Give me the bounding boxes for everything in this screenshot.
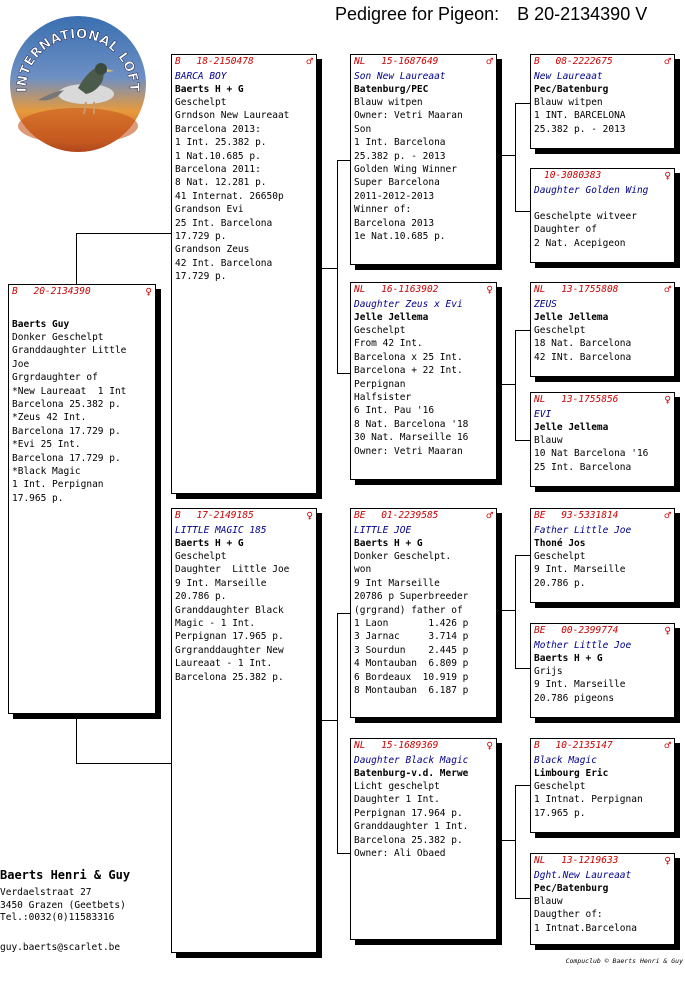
pigeon-card [530,623,675,718]
owner-block [0,868,130,925]
country-code: NL [534,394,546,405]
card-line: 20786 p Superbreeder [354,591,469,603]
card-header [534,740,671,752]
breeder-name: Limbourg Eric [534,768,609,779]
card-line: Grndson New Laureaat [175,110,290,122]
ring-number: 18-2150478 [196,56,254,67]
pigeon-card [171,508,317,953]
ring-number: 08-2222675 [555,56,613,67]
card-line: Grijs [534,666,563,677]
female-icon: ♀ [664,624,671,637]
card-line: Geschelpt [175,97,227,108]
ring-info [534,740,613,752]
country-code: NL [534,855,546,866]
card-line: Joe [12,358,30,370]
ring-number: 93-5331814 [561,510,619,521]
connector-line [497,610,516,611]
card-line: 6 Int. Pau '16 [354,405,435,417]
ring-number: 00-2399774 [561,625,619,636]
owner-phone: Tel.:0032(0)11583316 [0,912,115,923]
card-line: Barcelona 25.382 p. [175,671,284,683]
card-line: Magic - 1 Int. [175,618,256,630]
ring-number: 16-1163902 [381,284,439,295]
card-line: Super Barcelona [354,177,440,189]
connector-line [337,613,350,614]
card-line: 17.729 p. [175,271,227,283]
card-line: Grandson Zeus [175,244,250,256]
card-line: Blauw [534,896,563,907]
card-line: Donker Geschelpt [12,332,104,343]
card-line: Barcelona 2011: [175,164,261,176]
country-code: BE [534,625,546,636]
connector-line [515,668,530,669]
pigeon-name: Daughter Zeus x Evi [354,299,463,310]
card-line: 17.965 p. [12,492,64,504]
ring-info [354,740,438,752]
owner-name: Baerts Henri & Guy [0,868,131,882]
card-line: Owner: Vetri Maaran [354,445,463,457]
owner-email: guy.baerts@scarlet.be [0,942,121,953]
pigeon-card [530,168,675,263]
card-line: *New Laureaat 1 Int [12,385,127,397]
ring-number: 01-2239585 [381,510,439,521]
connector-line [337,853,350,854]
title-label: Pedigree for Pigeon: [335,4,500,24]
connector-line [337,373,350,374]
card-header [534,625,671,637]
pigeon-card [530,282,675,377]
card-line: Perpignan 17.965 p. [175,631,284,643]
ring-info [354,56,438,68]
pigeon-name: EVI [534,409,552,420]
breeder-name: Baerts H + G [534,653,603,664]
card-line: won [354,564,372,576]
card-line: 9 Int. Marseille [534,564,626,576]
card-line: Granddaughter 1 Int. [354,821,469,833]
card-line: 9 Int. Marseille [175,577,267,589]
card-line: Barcelona 2013 [354,217,435,229]
card-header [534,170,671,182]
owner-street: Verdaelstraat 27 [0,887,92,898]
pigeon-name: Mother Little Joe [534,640,632,651]
connector-line [497,840,516,841]
ring-info [354,510,438,522]
card-line: 3 Sourdun 2.445 p [354,644,469,656]
connector-line [337,160,350,161]
pigeon-card [350,738,497,940]
card-line: 1 Intnat.Barcelona [534,922,637,934]
card-line: Daugther of: [534,909,603,921]
pigeon-card [350,282,497,480]
card-header [534,855,671,867]
female-icon: ♀ [145,285,152,298]
card-line: 20.786 p. [175,591,227,603]
breeder-name: Batenburg/PEC [354,84,429,95]
connector-line [515,898,530,899]
card-header [354,284,493,296]
card-line: (grgrand) father of [354,604,463,616]
ring-number: 10-2135147 [555,740,613,751]
breeder-name: Pec/Batenburg [534,84,609,95]
card-line: 25.382 p. - 2013 [354,150,446,162]
country-code: NL [354,740,366,751]
ring-info [534,284,618,296]
pigeon-card [171,54,317,494]
pigeon-name: Daughter Golden Wing [534,185,649,196]
connector-line [515,103,530,104]
card-line: Perpignan 17.964 p. [354,807,463,819]
breeder-name: Thoné Jos [534,538,586,549]
breeder-name: Jelle Jellema [534,312,609,323]
card-line: Donker Geschelpt. [354,551,452,562]
male-icon: ♂ [486,55,493,68]
pigeon-card [530,508,675,603]
male-icon: ♂ [664,509,671,522]
ring-number: 13-1755808 [561,284,619,295]
card-line: Barcelona + 22 Int. [354,365,463,377]
connector-line [497,384,516,385]
card-header [354,510,493,522]
connector-line [515,211,530,212]
card-line: Granddaughter Black [175,604,284,616]
ring-number: 15-1687649 [381,56,439,67]
female-icon: ♀ [664,393,671,406]
ring-info [12,286,91,298]
ring-info [534,394,618,406]
card-line: Blauw [534,435,563,446]
loft-logo [8,14,148,154]
card-line: 20.786 p. [534,577,586,589]
ring-info [175,510,254,522]
breeder-name: Baerts H + G [175,84,244,95]
card-line: Grgranddaughter New [175,644,284,656]
card-line: Owner: Ali Obaed [354,848,446,860]
connector-line [337,160,338,373]
ring-info [534,625,618,637]
connector-line [337,613,338,853]
card-line: Blauw witpen [534,97,603,108]
breeder-name: Pec/Batenburg [534,883,609,894]
ring-number: 15-1689369 [381,740,439,751]
male-icon: ♂ [306,55,313,68]
ring-info [354,284,438,296]
card-line: Perpignan [354,378,406,390]
male-icon: ♂ [664,739,671,752]
card-header [534,394,671,406]
country-code: NL [354,56,366,67]
pigeon-name: New Laureaat [534,71,603,82]
pigeon-name: Father Little Joe [534,525,632,536]
connector-line [515,330,530,331]
card-line: Blauw witpen [354,97,423,108]
card-line: Grgrdaughter of [12,372,98,384]
connector-line [76,763,171,764]
country-code: NL [354,284,366,295]
card-line: 1 Int. Perpignan [12,479,104,491]
card-header [534,284,671,296]
card-line: Grandson Evi [175,204,244,216]
country-code: B [534,740,540,751]
card-line: 1 Laon 1.426 p [354,618,469,630]
country-code: B [12,286,18,297]
card-line: 9 Int. Marseille [534,679,626,691]
card-line: Son [354,123,372,135]
card-header [534,510,671,522]
pigeon-card [530,392,675,487]
software-credit: Compuclub © Baerts Henri & Guy [565,957,683,965]
card-line: 2 Nat. Acepigeon [534,237,626,249]
card-line: Barcelona x 25 Int. [354,351,463,363]
connector-line [316,720,338,721]
card-line: 2011-2012-2013 [354,190,435,202]
connector-line [515,555,516,668]
card-line: 1 Nat.10.685 p. [175,150,261,162]
connector-line [76,233,171,234]
title-ring: B 20-2134390 V [517,4,648,24]
card-line: 1 Int. 25.382 p. [175,137,267,149]
card-header [534,56,671,68]
ring-number: 17-2149185 [196,510,254,521]
ring-info [534,170,601,182]
country-code: BE [354,510,366,521]
pigeon-name: ZEUS [534,299,557,310]
pigeon-name: Black Magic [534,755,597,766]
card-line: Halfsister [354,392,412,404]
connector-line [316,268,338,269]
country-code: B [175,56,181,67]
breeder-name: Jelle Jellema [354,312,429,323]
card-line: Barcelona 17.729 p. [12,425,121,437]
card-line: *Evi 25 Int. [12,439,81,451]
card-line: 20.786 pigeons [534,692,615,704]
connector-line [515,785,516,898]
pigeon-name: Dght.New Laureaat [534,870,632,881]
female-icon: ♀ [664,169,671,182]
male-icon: ♂ [486,509,493,522]
pigeon-card [8,284,156,714]
female-icon: ♀ [664,854,671,867]
card-line: 1e Nat.10.685 p. [354,231,446,243]
country-code: NL [534,284,546,295]
breeder-name: Jelle Jellema [534,422,609,433]
ring-number: 13-1755856 [561,394,619,405]
ring-info [534,855,618,867]
ring-info [534,56,613,68]
pigeon-name: LITTLE MAGIC 185 [175,525,267,536]
card-line: Geschelpt [175,551,227,562]
card-header [175,56,313,68]
card-line: 8 Montauban 6.187 p [354,685,469,697]
card-line: 8 Nat. 12.281 p. [175,177,267,189]
card-line: Golden Wing Winner [354,164,457,176]
card-line: 41 Internat. 26650p [175,190,284,202]
card-line: 10 Nat Barcelona '16 [534,448,649,460]
pigeon-name [12,300,152,318]
card-line: *Black Magic [12,466,81,478]
owner-city: 3450 Grazen (Geetbets) [0,899,126,911]
card-line: Geschelpt [534,325,586,336]
male-icon: ♂ [664,283,671,296]
card-line: 8 Nat. Barcelona '18 [354,418,469,430]
logo-text: INTERNATIONAL LOFT [14,26,142,93]
card-line: 18 Nat. Barcelona [534,338,632,350]
pigeon-card [530,54,675,149]
card-line: 17.729 p. [175,231,227,243]
breeder-name [534,197,671,210]
card-line: 3 Jarnac 3.714 p [354,631,469,643]
country-code: BE [534,510,546,521]
card-line: Laureaat - 1 Int. [175,658,273,670]
breeder-name: Baerts H + G [175,538,244,549]
card-line: Winner of: [354,204,412,216]
card-line: Geschelpt [534,781,586,792]
card-line: 30 Nat. Marseille 16 [354,432,469,444]
card-header [354,56,493,68]
card-line: 25 Int. Barcelona [534,461,632,473]
pigeon-name: BARCA BOY [175,71,227,82]
card-line: 17.965 p. [534,807,586,819]
pigeon-name: Son New Laureaat [354,71,446,82]
female-icon: ♀ [306,509,313,522]
pigeon-card [350,508,497,718]
breeder-name: Baerts H + G [354,538,423,549]
card-line: Geschelpte witveer [534,211,637,222]
pigeon-card [530,738,675,833]
breeder-name: Batenburg-v.d. Merwe [354,768,469,779]
card-header [354,740,493,752]
card-line: Barcelona 25.382 p. [354,834,463,846]
card-header [175,510,313,522]
ring-info [175,56,254,68]
female-icon: ♀ [486,283,493,296]
card-line: 25.382 p. - 2013 [534,123,626,135]
connector-line [515,440,530,441]
card-line: Geschelpt [354,325,406,336]
card-line: 4 Montauban 6.809 p [354,658,469,670]
connector-line [515,103,516,211]
ring-info [534,510,618,522]
card-line: Granddaughter Little [12,345,127,357]
card-line: From 42 Int. [354,338,423,350]
card-line: Owner: Vetri Maaran [354,110,463,122]
card-line: 9 Int Marseille [354,577,440,589]
card-line: Licht geschelpt [354,781,440,792]
connector-line [515,330,516,440]
card-line: 42 INt. Barcelona [534,351,632,363]
card-line: Barcelona 17.729 p. [12,452,121,464]
card-line: 25 Int. Barcelona [175,217,273,229]
page-title [335,4,647,25]
country-code: B [175,510,181,521]
pigeon-name: LITTLE JOE [354,525,412,536]
card-line: 6 Bordeaux 10.919 p [354,671,469,683]
pigeon-card [530,853,675,945]
card-line: 1 INT. BARCELONA [534,110,626,122]
female-icon: ♀ [486,739,493,752]
ring-number: 20-2134390 [33,286,91,297]
pigeon-name: Daughter Black Magic [354,755,469,766]
card-line: Geschelpt [534,551,586,562]
ring-number: 13-1219633 [561,855,619,866]
card-header [12,286,152,298]
ring-number: 10-3080383 [544,170,602,181]
connector-line [515,555,530,556]
card-line: *Zeus 42 Int. [12,412,87,424]
connector-line [497,155,516,156]
card-line: 42 Int. Barcelona [175,257,273,269]
card-line: Daughter 1 Int. [354,794,440,806]
card-line: Barcelona 2013: [175,123,261,135]
card-line: Daughter Little Joe [175,564,290,576]
card-line: Barcelona 25.382 p. [12,399,121,411]
card-line: Daughter of [534,224,597,236]
male-icon: ♂ [664,55,671,68]
country-code: B [534,56,540,67]
pigeon-card [350,54,497,265]
card-line: 1 Int. Barcelona [354,137,446,149]
card-line: 1 Intnat. Perpignan [534,794,643,806]
breeder-name: Baerts Guy [12,319,70,330]
connector-line [515,785,530,786]
